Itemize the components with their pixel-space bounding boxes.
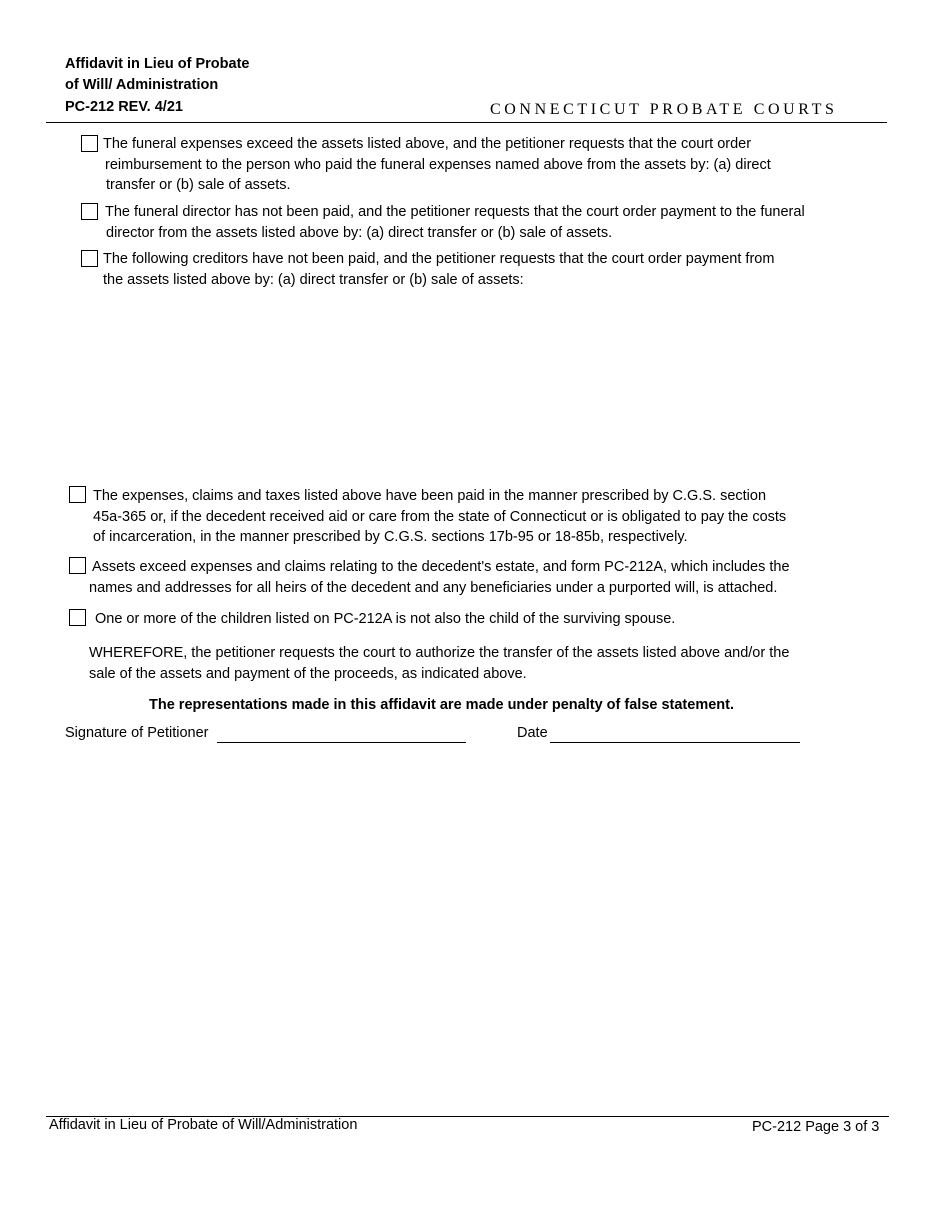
date-field[interactable] [550, 742, 800, 743]
children-checkbox[interactable] [69, 609, 86, 626]
footer-form-title: Affidavit in Lieu of Probate of Will/Administration [49, 1117, 358, 1133]
form-number: PC-212 REV. 4/21 [65, 99, 183, 115]
creditors-text: The following creditors have not been paid, and the petitioner requests that the court order payment from the assets listed above by: (a) direct transfer or (b) sale of assets: [103, 251, 775, 288]
expenses-paid-checkbox[interactable] [69, 486, 86, 503]
assets-exceed-checkbox[interactable] [69, 557, 86, 574]
date-label: Date [517, 725, 548, 741]
funeral-reimbursement-checkbox[interactable] [81, 135, 98, 152]
signature-label: Signature of Petitioner [65, 725, 209, 741]
form-title-line1: Affidavit in Lieu of Probate [65, 56, 250, 72]
penalty-statement: The representations made in this affidavit are made under penalty of false statement. [149, 697, 734, 713]
children-text: One or more of the children listed on PC-212A is not also the child of the surviving spouse. [95, 611, 676, 627]
footer-page-number: PC-212 Page 3 of 3 [752, 1119, 880, 1135]
funeral-director-text: The funeral director has not been paid, and the petitioner requests that the court order payment to the funeral director from the assets listed above by: (a) direct transfer or (b) sale of assets. [105, 204, 805, 241]
agency-name: CONNECTICUT PROBATE COURTS [490, 101, 838, 118]
funeral-reimbursement-text: The funeral expenses exceed the assets listed above, and the petitioner requests that the court order reimbursement to the person who paid the funeral expenses named above from the assets by: (a) direct transfer or (b) sale of assets. [103, 136, 771, 193]
header-rule [46, 122, 887, 123]
form-title-line2: of Will/ Administration [65, 77, 219, 93]
funeral-director-checkbox[interactable] [81, 203, 98, 220]
wherefore-text: WHEREFORE, the petitioner requests the court to authorize the transfer of the assets listed above and/or the sale of the assets and payment of the proceeds, as indicated above. [89, 645, 790, 682]
signature-field[interactable] [217, 742, 466, 743]
expenses-paid-text: The expenses, claims and taxes listed above have been paid in the manner prescribed by C.G.S. section 45a-365 or, if the decedent received aid or care from the state of Connecticut or is obligated to pay the costs of incarceration, in the manner prescribed by C.G.S. sections 17b-95 or 18-85b, respectively. [93, 488, 787, 545]
assets-exceed-text: Assets exceed expenses and claims relating to the decedent's estate, and form PC-212A, which includes the names and addresses for all heirs of the decedent and any beneficiaries under a purported will, is attached. [89, 559, 790, 596]
creditors-checkbox[interactable] [81, 250, 98, 267]
